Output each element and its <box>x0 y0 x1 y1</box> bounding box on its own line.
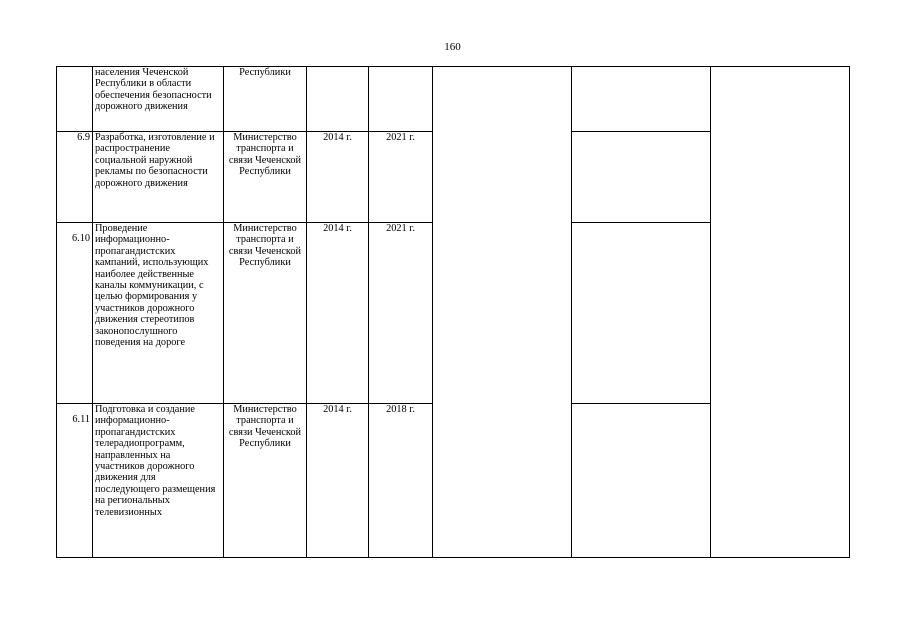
empty-cell <box>572 132 711 223</box>
empty-cell <box>572 404 711 558</box>
row-number: 6.9 <box>57 132 93 223</box>
empty-cell <box>433 67 572 558</box>
row-number <box>57 67 93 132</box>
start-year: 2014 г. <box>307 223 369 404</box>
empty-cell <box>711 67 850 558</box>
empty-cell <box>572 67 711 132</box>
start-year <box>307 67 369 132</box>
end-year: 2018 г. <box>369 404 433 558</box>
row-number: 6.11 <box>57 404 93 558</box>
empty-cell <box>572 223 711 404</box>
executor: Министерство транспорта и связи Чеченской Республики <box>224 404 307 558</box>
end-year: 2021 г. <box>369 223 433 404</box>
measure-description: Проведение информационно-пропагандистских кампаний, использующих наиболее действенные каналы коммуникации, с целью формирования у участников дорожного движения стереотипов законопослушного поведения на дороге <box>93 223 224 404</box>
executor: Министерство транспорта и связи Чеченской Республики <box>224 223 307 404</box>
row-number: 6.10 <box>57 223 93 404</box>
measure-description: населения Чеченской Республики в области обеспечения безопасности дорожного движения <box>93 67 224 132</box>
start-year: 2014 г. <box>307 404 369 558</box>
program-table <box>56 66 850 558</box>
executor: Республики <box>224 67 307 132</box>
measure-description: Подготовка и создание информационно-пропагандистских телерадиопрограмм, направленных на участников дорожного движения для последующего размещения на региональных телевизионных <box>93 404 224 558</box>
executor: Министерство транспорта и связи Чеченской Республики <box>224 132 307 223</box>
start-year: 2014 г. <box>307 132 369 223</box>
end-year <box>369 67 433 132</box>
end-year: 2021 г. <box>369 132 433 223</box>
table-row <box>57 67 850 132</box>
measure-description: Разработка, изготовление и распространение социальной наружной рекламы по безопасности дорожного движения <box>93 132 224 223</box>
page-number: 160 <box>444 41 461 53</box>
